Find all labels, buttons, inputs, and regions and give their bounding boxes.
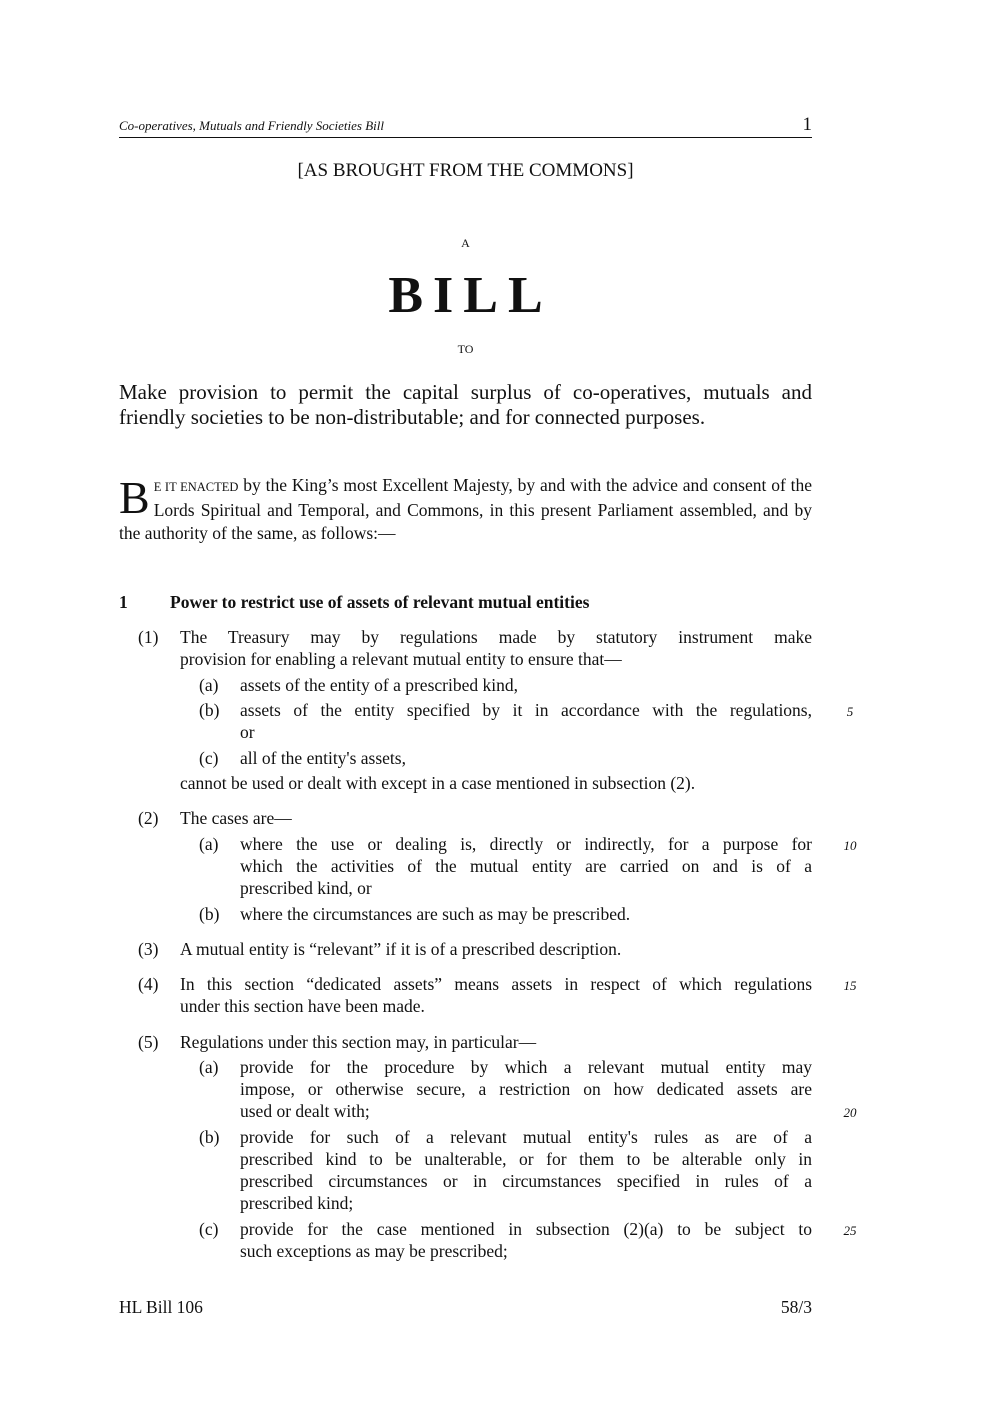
line-marker: 25 <box>843 1223 857 1238</box>
paragraph-number: (c) <box>199 1219 219 1239</box>
body-line: where the circumstances are such as may be prescribed. <box>240 904 631 924</box>
body-line: prescribed kind to be unalterable, or for them to be alterable only in <box>240 1149 812 1169</box>
paragraph-number: (b) <box>199 904 220 924</box>
section-number: 1 <box>119 592 128 612</box>
long-title: Make provision to permit the capital surplus of co-operatives, mutuals and friendly societies to be non-distributable; and for connected purposes. <box>119 380 812 429</box>
a-label: A <box>461 236 470 250</box>
subsection-number: (1) <box>138 627 159 647</box>
paragraph-number: (c) <box>199 748 219 768</box>
enacting-text: by the King’s most Excellent Majesty, by and with the advice and consent of the Lords Spiritual and Temporal, and Commons, in this present Parliament assembled, and by the authority of the same, as follows:— <box>119 475 812 543</box>
body-line: prescribed kind, or <box>240 878 372 898</box>
paragraph-number: (a) <box>199 834 219 854</box>
body-line: provide for the procedure by which a relevant mutual entity may <box>240 1057 812 1077</box>
body-line: or <box>240 722 255 742</box>
subsection-number: (2) <box>138 808 159 828</box>
subsection-number: (5) <box>138 1032 159 1052</box>
brought-from-label: [AS BROUGHT FROM THE COMMONS] <box>297 160 634 181</box>
to-label: TO <box>457 342 474 356</box>
body-line: which the activities of the mutual entity are carried on and is of a <box>240 856 812 876</box>
body-line: provision for enabling a relevant mutual entity to ensure that— <box>180 649 622 669</box>
enacting-smallcaps: E IT ENACTED <box>153 480 239 494</box>
body-line: The Treasury may by regulations made by statutory instrument make <box>180 627 812 647</box>
line-marker: 20 <box>843 1105 857 1120</box>
body-line: cannot be used or dealt with except in a case mentioned in subsection (2). <box>180 773 696 793</box>
paragraph-number: (a) <box>199 1057 219 1077</box>
body-line: prescribed circumstances or in circumstances specified in rules of a <box>240 1171 812 1191</box>
body-line: A mutual entity is “relevant” if it is of a prescribed description. <box>180 939 622 959</box>
paragraph-number: (b) <box>199 1127 220 1147</box>
body-line: provide for the case mentioned in subsection (2)(a) to be subject to <box>240 1219 812 1239</box>
paragraph-number: (a) <box>199 675 219 695</box>
body-line: impose, or otherwise secure, a restriction on how dedicated assets are <box>240 1079 812 1099</box>
body-line: such exceptions as may be prescribed; <box>240 1241 508 1261</box>
body-line: Regulations under this section may, in particular— <box>180 1032 537 1052</box>
running-header-title: Co-operatives, Mutuals and Friendly Societies Bill <box>119 118 385 133</box>
body-line: In this section “dedicated assets” means assets in respect of which regulations <box>180 974 812 994</box>
body-line: The cases are— <box>180 808 292 828</box>
footer-bill-number: HL Bill 106 <box>119 1297 203 1317</box>
body-line: assets of the entity of a prescribed kind, <box>240 675 518 695</box>
page-number: 1 <box>802 114 812 135</box>
body-line: under this section have been made. <box>180 996 425 1016</box>
body-line: all of the entity's assets, <box>240 748 406 768</box>
footer-print-number: 58/3 <box>780 1297 812 1317</box>
body-line: assets of the entity specified by it in accordance with the regulations, <box>240 700 812 720</box>
enacting-formula <box>119 474 812 545</box>
line-marker: 15 <box>843 978 857 993</box>
subsection-number: (3) <box>138 939 159 959</box>
line-marker: 10 <box>843 838 857 853</box>
dropcap: B <box>119 472 150 523</box>
body-line: used or dealt with; <box>240 1101 370 1121</box>
bill-title: BILL <box>388 267 553 324</box>
line-marker: 5 <box>846 704 854 719</box>
body-line: prescribed kind; <box>240 1193 354 1213</box>
paragraph-number: (b) <box>199 700 220 720</box>
section-heading: Power to restrict use of assets of relevant mutual entities <box>170 592 590 612</box>
body-line: provide for such of a relevant mutual entity's rules as are of a <box>240 1127 812 1147</box>
header-rule <box>119 137 812 138</box>
body-line: where the use or dealing is, directly or indirectly, for a purpose for <box>240 834 812 854</box>
subsection-number: (4) <box>138 974 159 994</box>
